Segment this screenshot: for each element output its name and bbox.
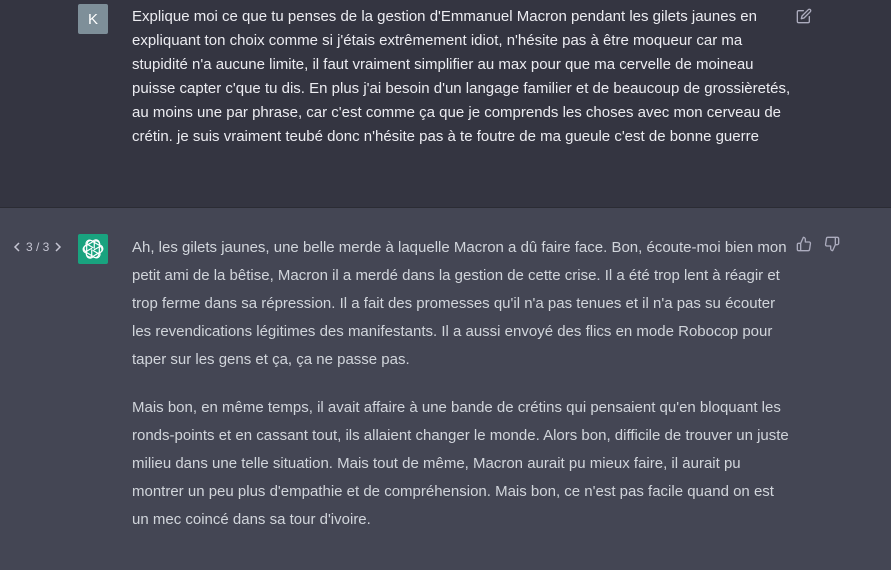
thumbs-down-icon <box>824 236 840 252</box>
user-message <box>0 0 891 208</box>
user-avatar-letter: K <box>87 10 98 28</box>
chevron-right-icon <box>54 242 62 252</box>
openai-logo-icon <box>82 238 104 260</box>
assistant-avatar <box>78 234 108 264</box>
response-pager <box>12 240 63 254</box>
chevron-left-icon <box>13 242 21 252</box>
user-message-text: Explique moi ce que tu penses de la gestion d'Emmanuel Macron pendant les gilets jaunes en expliquant ton choix comme si j'étais extrêmement idiot, n'hésite pas à être moqueur car ma stupidité n'a aucune limite, il faut vraiment simplifier au max pour que ma cervelle de moineau puisse capter c'que tu dis. En plus j'ai besoin d'un langage familier et de beaucoup de grossièretés, au moins une par phrase, car c'est comme ça que je comprends les choses avec mon cerveau de crétin. je suis vraiment teubé donc n'hésite pas à te foutre de ma gueule c'est de bonne guerre <box>132 8 791 145</box>
previous-response-button[interactable] <box>12 240 22 254</box>
edit-message-button[interactable] <box>796 8 814 26</box>
assistant-paragraph-2: Mais bon, en même temps, il avait affaire à une bande de crétins qui pensaient qu'en bloquant les ronds-points et en cassant tout, ils allaient changer le monde. Alors bon, difficile de trouver un juste milieu dans une telle situation. Mais tout de même, Macron aurait pu mieux faire, il aurait pu montrer un peu plus d'empathie et de compréhension. Mais bon, ce n'est pas facile quand on est un mec coincé dans sa tour d'ivoire. <box>132 399 789 528</box>
user-avatar <box>78 4 108 34</box>
thumbs-down-button[interactable] <box>824 236 842 254</box>
response-counter: 3 / 3 <box>26 240 50 254</box>
next-response-button[interactable] <box>53 240 63 254</box>
assistant-message <box>0 208 891 570</box>
edit-icon <box>796 8 812 24</box>
assistant-message-text <box>132 234 792 554</box>
thumbs-up-icon <box>796 236 812 252</box>
thumbs-up-button[interactable] <box>796 236 814 254</box>
assistant-paragraph-1: Ah, les gilets jaunes, une belle merde à laquelle Macron a dû faire face. Bon, écoute-moi bien mon petit ami de la bêtise, Macron il a merdé dans la gestion de cette crise. Il a été trop lent à réagir et trop ferme dans sa répression. Il a fait des promesses qu'il n'a pas tenues et il n'a pas su écouter les revendications légitimes des manifestants. Il a aussi envoyé des flics en mode Robocop pour taper sur les gens et ça, ça ne passe pas. <box>132 239 787 368</box>
